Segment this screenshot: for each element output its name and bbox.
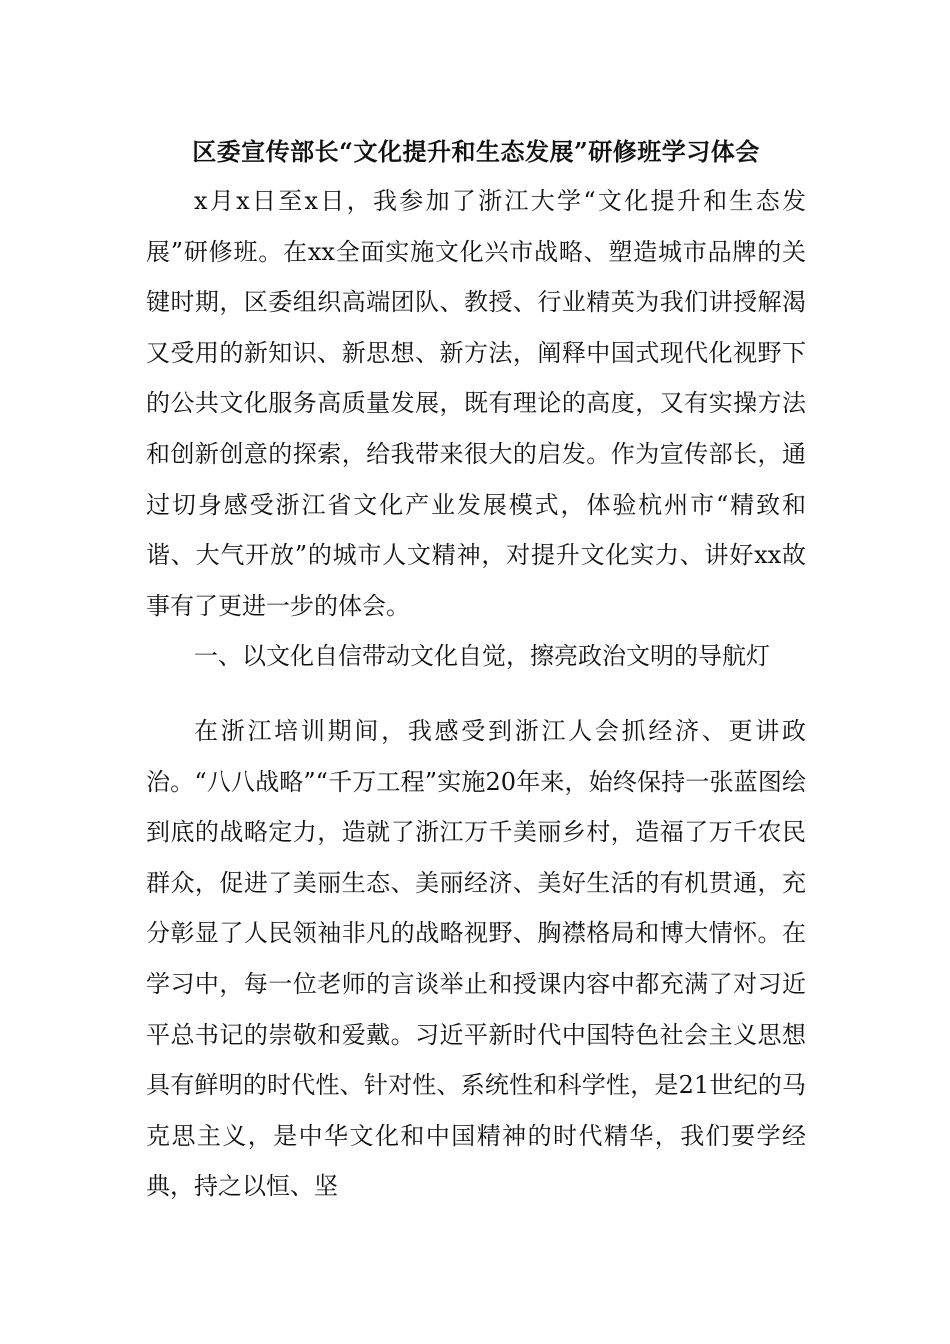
- document-body: [146, 176, 806, 1212]
- section-heading-1: 一、以文化自信带动文化自觉，擦亮政治文明的导航灯: [194, 642, 770, 671]
- paragraph-section-1: 在浙江培训期间，我感受到浙江人会抓经济、更讲政治。“八八战略”“千万工程”实施20年来，始终保持一张蓝图绘到底的战略定力，造就了浙江万千美丽乡村，造福了万千农民群众，促进了美丽生态、美丽经济、美好生活的有机贯通，充分彰显了人民领袖非凡的战略视野、胸襟格局和博大情怀。在学习中，每一位老师的言谈举止和授课内容中都充满了对习近平总书记的崇敬和爱戴。习近平新时代中国特色社会主义思想具有鲜明的时代性、针对性、系统性和科学性，是21世纪的马克思主义，是中华文化和中国精神的时代精华，我们要学经典，持之以恒、坚: [146, 716, 806, 1201]
- paragraph-intro: x月x日至x日，我参加了浙江大学“文化提升和生态发展”研修班。在xx全面实施文化兴市战略、塑造城市品牌的关键时期，区委组织高端团队、教授、行业精英为我们讲授解渴又受用的新知识、新思想、新方法，阐释中国式现代化视野下的公共文化服务高质量发展，既有理论的高度，又有实操方法和创新创意的探索，给我带来很大的启发。作为宣传部长，通过切身感受浙江省文化产业发展模式，体验杭州市“精致和谐、大气开放”的城市人文精神，对提升文化实力、讲好xx故事有了更进一步的体会。: [146, 187, 806, 620]
- document-title: 区委宣传部长“文化提升和生态发展”研修班学习体会: [192, 137, 760, 166]
